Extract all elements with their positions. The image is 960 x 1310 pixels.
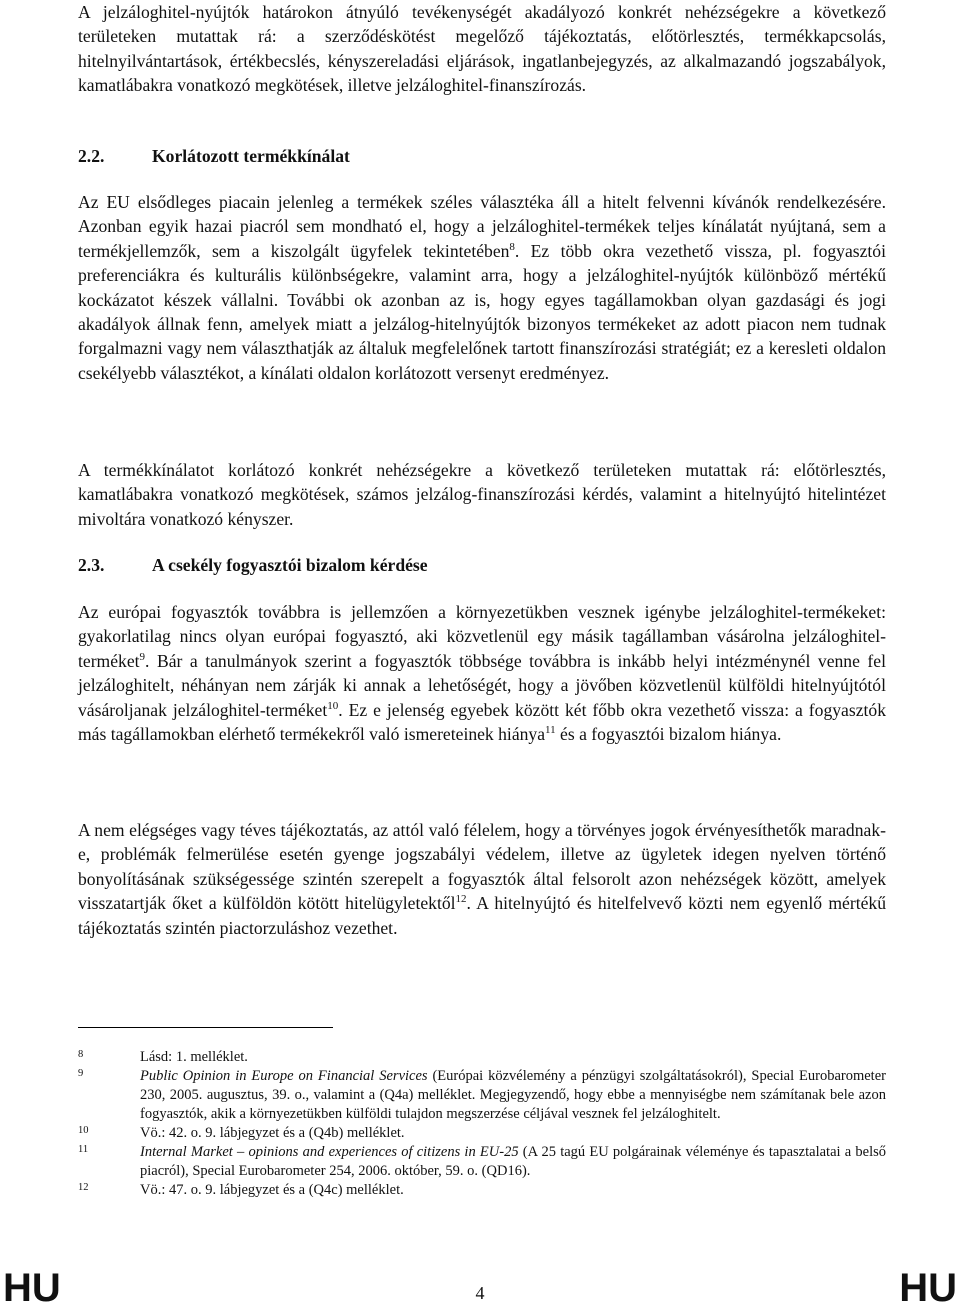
footnote-number: 10 bbox=[78, 1125, 89, 1136]
text-run: . A hitelnyújtó és hitelfelvevő közti nem egyenlő mértékű tájékoztatás szintén piactorzuláshoz vezethet. bbox=[78, 893, 886, 938]
section-number: 2.3. bbox=[78, 555, 105, 575]
footnote-8 bbox=[78, 1048, 886, 1067]
footnote-ref-11[interactable]: 11 bbox=[545, 724, 556, 737]
footnote-ref-9[interactable]: 9 bbox=[139, 650, 146, 663]
footnote-ref-8[interactable]: 8 bbox=[509, 240, 515, 253]
footnote-source-title: Public Opinion in Europe on Financial Services bbox=[140, 1068, 428, 1084]
footnote-text: Vö.: 47. o. 9. lábjegyzet és a (Q4c) melléklet. bbox=[140, 1182, 404, 1198]
page-number: 4 bbox=[475, 1283, 485, 1303]
footnotes bbox=[78, 1048, 886, 1200]
language-code-left: HU bbox=[3, 1266, 61, 1310]
text-run: . Ez több okra vezethető vissza, pl. fogyasztói preferenciákra és kulturális különbségekre, valamint arra, hogy a jelzáloghitel-nyújtók különböző mértékű kockázatot készek vállalni. További ok azonban az is, hogy egyes tagállamokban olyan gazdasági és jogi akadályok állnak fenn, amelyek miatt a jelzálog-hitelnyújtók bizonyos termékeket az adott piacon nem tudnak forgalmazni vagy nem választhatják az általuk megfelelőnek tartott finanszírozási stratégiát; ez a keresleti oldalon csekélyebb választékot, a kínálati oldalon korlátozott versenyt eredményez. bbox=[78, 240, 886, 383]
footnote-text: (A 25 tagú EU polgárainak véleménye és tapasztalatai a belső piacról), Special Eurobarometer 254, 2006. október, 59. o. (QD16). bbox=[140, 1144, 886, 1179]
footnote-number: 9 bbox=[78, 1068, 84, 1079]
text-run: Az EU elsődleges piacain jelenleg a termékek széles választéka áll a hitelt felvenni kívánók rendelkezésére. Azonban egyik hazai piacról sem mondható el, hogy a jelzáloghitel-termékek teljes kínálatát nyújtaná, sem a termékjellemzők, sem a kiszolgált ügyfelek tekintetében bbox=[78, 192, 886, 261]
language-code-right: HU bbox=[899, 1266, 957, 1310]
text-run: . Bár a tanulmányok szerint a fogyasztók többsége továbbra is inkább helyi intézménynél venne fel jelzáloghitelt, néhányan nem zárják ki annak a lehetőségét, hogy a jövőben közvetlenül külföldi hitelnyújtótól vásároljanak jelzáloghitel-terméket bbox=[78, 650, 886, 720]
footnote-separator bbox=[78, 1027, 333, 1028]
section-2-2-paragraph-2: A termékkínálatot korlátozó konkrét nehézségekre a következő területeken mutattak rá: előtörlesztés, kamatlábakra vonatkozó megkötések, számos jelzálog-finanszírozási kérdés, valamint a hitelnyújtó hitelintézet mivoltára vonatkozó kényszer. bbox=[78, 460, 886, 529]
section-2-3-paragraph-2 bbox=[78, 818, 886, 940]
section-heading-2-3 bbox=[78, 553, 428, 577]
footnote-12 bbox=[78, 1181, 886, 1200]
section-title: Korlátozott termékkínálat bbox=[152, 146, 350, 166]
footnote-text: Vö.: 42. o. 9. lábjegyzet és a (Q4b) melléklet. bbox=[140, 1125, 405, 1141]
footnote-number: 12 bbox=[78, 1182, 89, 1193]
text-run: Az európai fogyasztók továbbra is jellemzően a környezetükben vesznek igénybe jelzáloghitel-termékeket: gyakorlatilag nincs olyan európai fogyasztó, aki közvetlenül egy másik tagállamban vásárolna jelzáloghitel-terméket bbox=[78, 602, 886, 671]
footnote-text: (Európai közvélemény a pénzügyi szolgáltatásokról), Special Eurobarometer 230, 2005. augusztus, 39. o., valamint a (Q4a) melléklet. Megjegyzendő, hogy ebbe a mennyiségbe nem számítanak bele azon fogyasztók, akik a környezetükben külföldi tulajdon megszerzése céljával vesznek fel jelzáloghitelt. bbox=[140, 1068, 886, 1122]
section-2-2-paragraph-1 bbox=[78, 190, 886, 385]
footnote-11 bbox=[78, 1143, 886, 1181]
section-2-3-paragraph-1 bbox=[78, 600, 886, 746]
footnote-number: 8 bbox=[78, 1049, 84, 1060]
footnote-10 bbox=[78, 1124, 886, 1143]
footnote-source-title: Internal Market – opinions and experiences of citizens in EU-25 bbox=[140, 1144, 519, 1160]
footnote-9 bbox=[78, 1067, 886, 1124]
footnote-ref-10[interactable]: 10 bbox=[327, 699, 339, 712]
footnote-ref-12[interactable]: 12 bbox=[455, 893, 467, 906]
text-run: A nem elégséges vagy téves tájékoztatás, az attól való félelem, hogy a törvényes jogok érvényesíthetők maradnak-e, problémák felmerülése esetén gyenge jogszabályi védelem, illetve az ügyletek idegen nyelven történő bonyolításának szükségessége szintén szerepelt a fogyasztók által felsorolt azon nehézségek között, amelyek visszatartják őket a külföldön kötött hitelügyletektől bbox=[78, 820, 886, 914]
section-heading-2-2 bbox=[78, 144, 350, 168]
section-title: A csekély fogyasztói bizalom kérdése bbox=[152, 555, 428, 575]
footnote-number: 11 bbox=[78, 1144, 89, 1155]
intro-paragraph: A jelzáloghitel-nyújtók határokon átnyúló tevékenységét akadályozó konkrét nehézségekre a következő területeken mutattak rá: a szerződéskötést megelőző tájékoztatás, előtörlesztés, termékkapcsolás, hitelnyilvántartások, értékbecslés, kényszereladási eljárások, ingatlanbejegyzés, az alkalmazandó jogszabályok, kamatlábakra vonatkozó megkötések, illetve jelzáloghitel-finanszírozás. bbox=[78, 2, 886, 96]
section-number: 2.2. bbox=[78, 146, 105, 166]
text-run: . Ez e jelenség egyebek között két főbb okra vezethető vissza: a fogyasztók más tagállamokban elérhető termékekről való ismereteinek hiánya bbox=[78, 699, 887, 745]
text-run: és a fogyasztói bizalom hiánya. bbox=[555, 724, 782, 745]
footnote-text: Lásd: 1. melléklet. bbox=[140, 1049, 248, 1065]
